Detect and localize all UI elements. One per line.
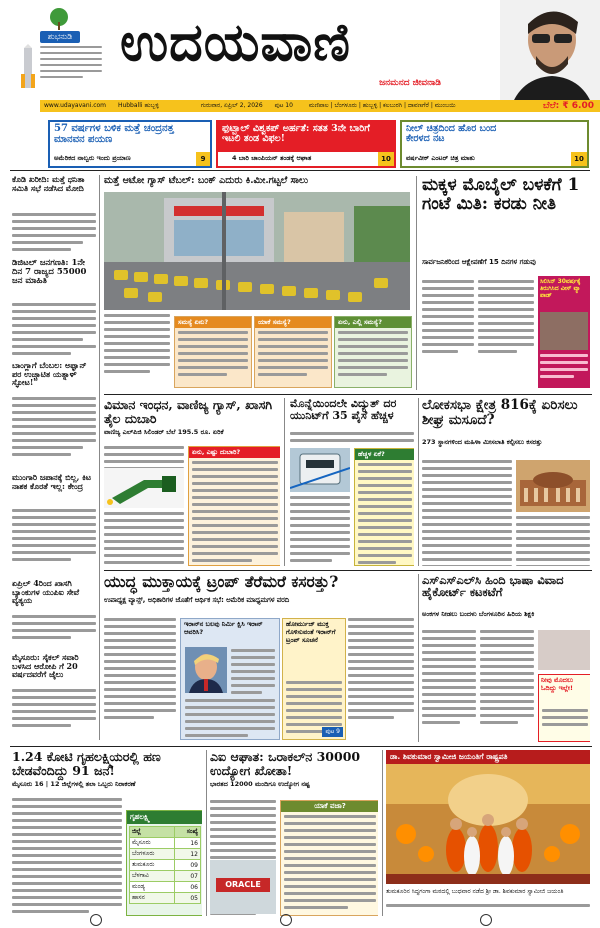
left-story-3[interactable] [12,361,96,469]
left-story-3-head: ಬಾಂಗ್ಲಾಗೆ ಬೆಂಬಲ: ಅಫ್ಘಾನ್ ಪರ ಉಚ್ಚಾಟಿತ ಯತ್ನಾಳ್ ಸ್ಫೋಟ! [12,360,87,388]
left-story-5-head: ಏಪ್ರಿಲ್ 4ರಿಂದ ಖಾಸಗಿ ಬ್ಯಾಂಕುಗಳ ಯುಪಿಐ ಸೇವೆ ವ್ಯತ್ಯಯ [12,578,80,606]
oracle-box-title: ಯಾಕೆ ವಜಾ? [281,801,378,812]
table-cell: 09 [174,860,200,871]
info-strip [40,100,600,112]
registration-mark [480,914,492,926]
teaser-2-sub: 4 ಬಾರಿ ಚಾಂಪಿಯನ್ ತಂಡಕ್ಕೆ ಆಘಾತ [232,154,312,162]
lokasabha-story[interactable] [422,398,590,566]
fuel-box-title: ಏನು, ಎಷ್ಟು ದುಬಾರಿ? [189,447,280,458]
table-row [130,893,201,904]
tree-icon [46,8,72,30]
griha-headline: 1.24 ಕೋಟಿ ಗೃಹಲಕ್ಷ್ಮಿಯರಲ್ಲಿ ಹಣ ಬೇಡವೆಂದಿದ್ದು 91 ಜನ! [12,750,161,778]
griha-story[interactable] [12,750,202,916]
mobile-side-box [538,276,590,388]
jayanthi-photo [386,764,590,884]
lokasabha-subhead: 273 ಸ್ಥಾನಗಳಿಂದ ಮಹಿಳಾ ಮೀಸಲಾತಿ ಕಲ್ಪಿಸಲು ಕಸರತ್ತು [422,438,543,446]
table-cell: ತುಮಕೂರು [130,860,175,871]
power-headline: ಮೊನ್ನೆಯಿಂದಲೇ ವಿದ್ಯುತ್ ದರ ಯುನಿಟ್‌ಗೆ 35 ಪೈಸೆ ಹೆಚ್ಚಳ [290,398,397,422]
teaser-3[interactable] [400,120,589,168]
lead-photo-auto-queue [104,192,410,310]
griha-district-table [129,826,201,904]
left-story-1[interactable] [12,175,96,255]
read-first-text: ನೀವು ಮೊದಲು ಓದಿದ್ದು ಇಲ್ಲೇ! [541,676,574,692]
war-story[interactable] [104,574,414,742]
oracle-logo: ORACLE [216,878,270,892]
table-cell: ಜಿಲ್ಲೆ [130,827,175,838]
lead-box-1 [174,316,252,388]
jayanthi-banner: ಡಾ. ಶಿವಕುಮಾರ ಸ್ವಾಮೀಜಿ ಜಯಂತಿಗೆ ರಾಷ್ಟ್ರಪತಿ [386,750,590,764]
left-story-4[interactable] [12,473,96,575]
war-box-iran [180,618,280,740]
mobile-side-photo [540,312,588,350]
table-header-row [130,827,201,838]
left-story-5[interactable] [12,579,96,649]
tagline: ಜನಮನದ ಜೀವನಾಡಿ [379,78,441,88]
shubhanudi-badge [16,6,102,94]
lead-story[interactable] [104,176,412,390]
left-story-1-head: ಕೊಡಿ ಖರೀದಿ: ಮತ್ತೆ ಧನಿತಾ ಸಮಿತಿ ಸಭೆ ನಡೆಸಿದ ಮೋದಿ [12,175,85,193]
table-cell: 06 [174,882,200,893]
oracle-story[interactable] [210,750,378,916]
fuel-headline: ವಿಮಾನ ಇಂಧನ, ವಾಣಿಜ್ಯ ಗ್ಯಾಸ್, ಖಾಸಗಿ ತೈಲ ದುಬಾರಿ [104,398,273,426]
teaser-1-page: 9 [196,152,210,166]
griha-subhead: ಮೈಸೂರು 16 | 12 ಜಿಲ್ಲೆಗಳಲ್ಲಿ ತಲಾ ಒಬ್ಬರು ನಿರಾಕರಣೆ [12,780,136,788]
lead-headline: ಮತ್ತೆ ಆಟೋ ಗ್ಯಾಸ್ ಟೆಬಲ್: ಬಂಕ್ ಎದುರು ಕಿ.ಮೀ.ಗಟ್ಟಲೆ ಸಾಲು [104,176,309,186]
page-count: ಪುಟ 10 [274,102,293,109]
teaser-1-sub: ಅಮೆರಿಕದ ನಾಲ್ವರು ಇಂದು ಪ್ರಯಾಣ [54,154,131,162]
sslc-headline: ಎಸ್‌ಎಸ್‌ಎಲ್‌ಸಿ ಹಿಂದಿ ಭಾಷಾ ವಿವಾದ ಹೈಕೋರ್ಟ್ ಕಟಕಟೆಗೆ [422,574,564,600]
power-meter-image [290,448,350,492]
newspaper-logo: ಉದಯವಾಣಿ [120,13,351,73]
teaser-3-title: ನೀಲ್ ಚಿತ್ರದಿಂದ ಹೊರ ಬಂದ ಕೇರಳದ ನಟ [406,123,497,145]
oracle-headline: ಎಐ ಆಘಾತ: ಒರಾಕಲ್‌ನ 30000 ಉದ್ಯೋಗ ಖೋತಾ! [210,750,361,778]
teaser-2-page: 10 [378,152,394,166]
teaser-3-page: 10 [571,152,587,166]
table-cell: ಮಂಡ್ಯ [130,882,175,893]
edition-label: Hubballi ಹುಬ್ಬಳ್ಳಿ [117,102,159,109]
price-label: ಬೆಲೆ: ₹ 6.00 [542,101,594,111]
fuel-subhead: ವಾಣಿಜ್ಯ ಎಲ್‌ಪಿಜಿ ಸಿಲಿಂಡರ್ ಬೆಲೆ 195.5 ರೂ. ಏರಿಕೆ [104,428,224,436]
table-cell: ಸಂಖ್ಯೆ [174,827,200,838]
badge-label: ಶುಭನುಡಿ [40,31,80,43]
table-row [130,871,201,882]
table-cell: 05 [174,893,200,904]
table-cell: 16 [174,838,200,849]
war-subhead: ಉಪಾಧ್ಯಕ್ಷ ವ್ಯಾನ್ಸ್, ಅಧಿಕಾರಿಗಳ ಜೊತೆಗೆ ಆರ್ಥಿಕ ಸಭೆ: ಅಮೆರಿಕ ಮಾಧ್ಯಮಗಳ ವರದಿ [104,596,290,604]
war-box-hormuz [282,618,346,740]
left-story-6[interactable] [12,653,96,739]
sslc-story[interactable] [422,574,590,742]
oracle-building-photo [210,860,276,914]
war-page-ref[interactable]: ಪುಟ 9 [322,727,343,737]
jayanthi-caption: ತುಮಕೂರಿನ ಸಿದ್ಧಗಂಗಾ ಮಠದಲ್ಲಿ ಬುಧವಾರ ನಡೆದ ಶ್ರೀ ಡಾ. ಶಿವಕುಮಾರ ಸ್ವಾಮೀಜಿ ಜಯಂತಿ [386,888,564,895]
table-cell: 12 [174,849,200,860]
table-cell: ಬೆಳಗಾವಿ [130,871,175,882]
war-headline: ಯುದ್ಧ ಮುಕ್ತಾಯಕ್ಕೆ ಟ್ರಂಪ್ ತೆರೆಮರೆ ಕಸರತ್ತು? [104,574,339,591]
registration-mark [90,914,102,926]
left-story-6-head: ಮೈಸೂರು: ಸೈಕಲ್ ಸವಾರಿ ಬಳಸಿದ ಆರೋಪಿ ಗೆ 20 ವರ್ಷದವರೆಗೆ ಜೈಲು [12,652,79,680]
masthead [0,0,600,113]
table-cell: ಬೆಂಗಳೂರು [130,849,175,860]
mobile-subhead: ಸಾರ್ವಜನಿಕರಿಂದ ಆಕ್ಷೇಪಣೆಗೆ 15 ದಿನಗಳ ಗಡುವು [422,258,536,266]
edition-cities: ಮಣಿಪಾಲ | ಬೆಂಗಳೂರು | ಹುಬ್ಬಳ್ಳಿ | ಕಲಬುರಗಿ | ದಾವಣಗೆರೆ | ಮುಂಬಯಿ [308,102,456,109]
war-box-2-title: ಹೋರ್ಮುಜ್ ಮುಕ್ತ ಗೊಳಿಸುವಂತೆ ಇರಾನ್‌ಗೆ ಟ್ರಂಪ್ ಸೂಚನೆ [286,620,336,644]
left-story-4-head: ಮುಂಗಾರಿ ಜಪಾನಕ್ಕೆ ಬಿಲ್ಲ, ಕಿಟ ನಾಶಕ ಕೊರತೆ ಇಲ್ಲ: ಕೇಂದ್ರ [12,472,92,491]
oracle-subhead: ಭಾರತದ 12000 ಮಂದಿಗೂ ಉದ್ಯೋಗ ನಷ್ಟ [210,780,310,788]
lead-box-1-title: ಸಮಸ್ಯೆ ಏನು? [175,317,251,328]
teaser-1[interactable] [48,120,212,168]
table-row [130,882,201,893]
parliament-photo [516,460,590,512]
oracle-why-box [280,800,378,916]
trump-photo [185,647,227,693]
lead-box-3-title: ಏನು, ಎಲ್ಲಿ ಸಮಸ್ಯೆ? [335,317,411,328]
registration-mark [280,914,292,926]
power-story[interactable] [290,398,414,566]
table-cell: ಹಾಸನ [130,893,175,904]
lokasabha-headline: ಲೋಕಸಭಾ ಕ್ಷೇತ್ರ 816ಕ್ಕೆ ಏರಿಸಲು ಶೀಘ್ರ ಮಸೂದೆ? [422,398,578,428]
table-cell: ಮೈಸೂರು [130,838,175,849]
sslc-photo [538,630,590,670]
rocket-image [18,44,38,92]
war-box-1-title: ಇರಾನ್‌ನ ಬಲವು ನಿರ್ಮಿ ಕ್ಷಿಸಿ ಇರಾನ್ ಆವರಿಸಿ? [184,620,263,636]
actor-photo [500,0,600,110]
left-column [12,175,96,740]
table-cell: 07 [174,871,200,882]
teaser-1-title: 57 ವರ್ಷಗಳ ಬಳಿಕ ಮತ್ತೆ ಚಂದ್ರನತ್ತ ಮಾನವನ ಪಯಣ [54,123,174,145]
fuel-price-box [188,446,280,566]
mobile-headline: ಮಕ್ಕಳ ಮೊಬೈಲ್ ಬಳಕೆಗೆ 1 ಗಂಟೆ ಮಿತಿ: ಕರಡು ನೀತಿ [422,176,580,215]
fuel-story[interactable] [104,398,280,566]
sslc-subhead: ಅಂಕಗಳ ನೀಡಲು ಬಂದಳು ಬೆಂಗಳೂರಿನ ಹಿರಿಯ ಶಿಕ್ಷಕಿ [422,610,535,618]
table-row [130,849,201,860]
read-first-ad[interactable] [538,674,590,742]
left-story-2-head: ಡಿಜಿಟಲ್ ಜನಗಣತಿ: 1ನೇ ದಿನ 7 ರಾಜ್ಯದ 55000 ಜನ ಮಾಹಿತಿ [12,258,87,287]
site-url[interactable]: www.udayavani.com [44,102,107,109]
jayanthi-story[interactable] [386,750,590,916]
power-box-title: ಹೆಚ್ಚಳ ಏಕೆ? [355,449,414,460]
teaser-2[interactable] [216,120,396,168]
power-why-box [354,448,414,566]
teaser-2-title: ಫುಟ್ಬಾಲ್ ವಿಶ್ವಕಪ್ ಅರ್ಹತೆ: ಸತತ 3ನೇ ಬಾರಿಗೆ ಇಟಲಿ ತಂಡ ವಿಫಲ! [222,123,370,145]
fuel-nozzle-image [104,468,184,508]
table-row [130,860,201,871]
mobile-side-title: ಸಿಲಿಸಿನ್ 30ವರ್ಷಕ್ಕೆ ತಿರುಗಿಸಿದ ವೀಸ್ ವ್ಯಾ ಪಾಡ್ [540,278,581,300]
lead-box-2 [254,316,332,388]
lead-box-2-title: ಯಾಕೆ ಸಮಸ್ಯೆ? [255,317,331,328]
issue-date: ಗುರುವಾರ, ಏಪ್ರಿಲ್ 2, 2026 [200,102,263,109]
lead-box-3 [334,316,412,388]
table-row [130,838,201,849]
left-story-2[interactable] [12,259,96,359]
griha-table-box [126,810,202,916]
teaser-3-sub: ವರ್ಷವೀಕ್ ಎಂಟರ್ ಚಿತ್ರ ಮಾತು [406,154,475,162]
mobile-story[interactable] [422,176,590,390]
griha-box-title: ಗೃಹಲಕ್ಷ್ಮಿ [127,811,202,824]
